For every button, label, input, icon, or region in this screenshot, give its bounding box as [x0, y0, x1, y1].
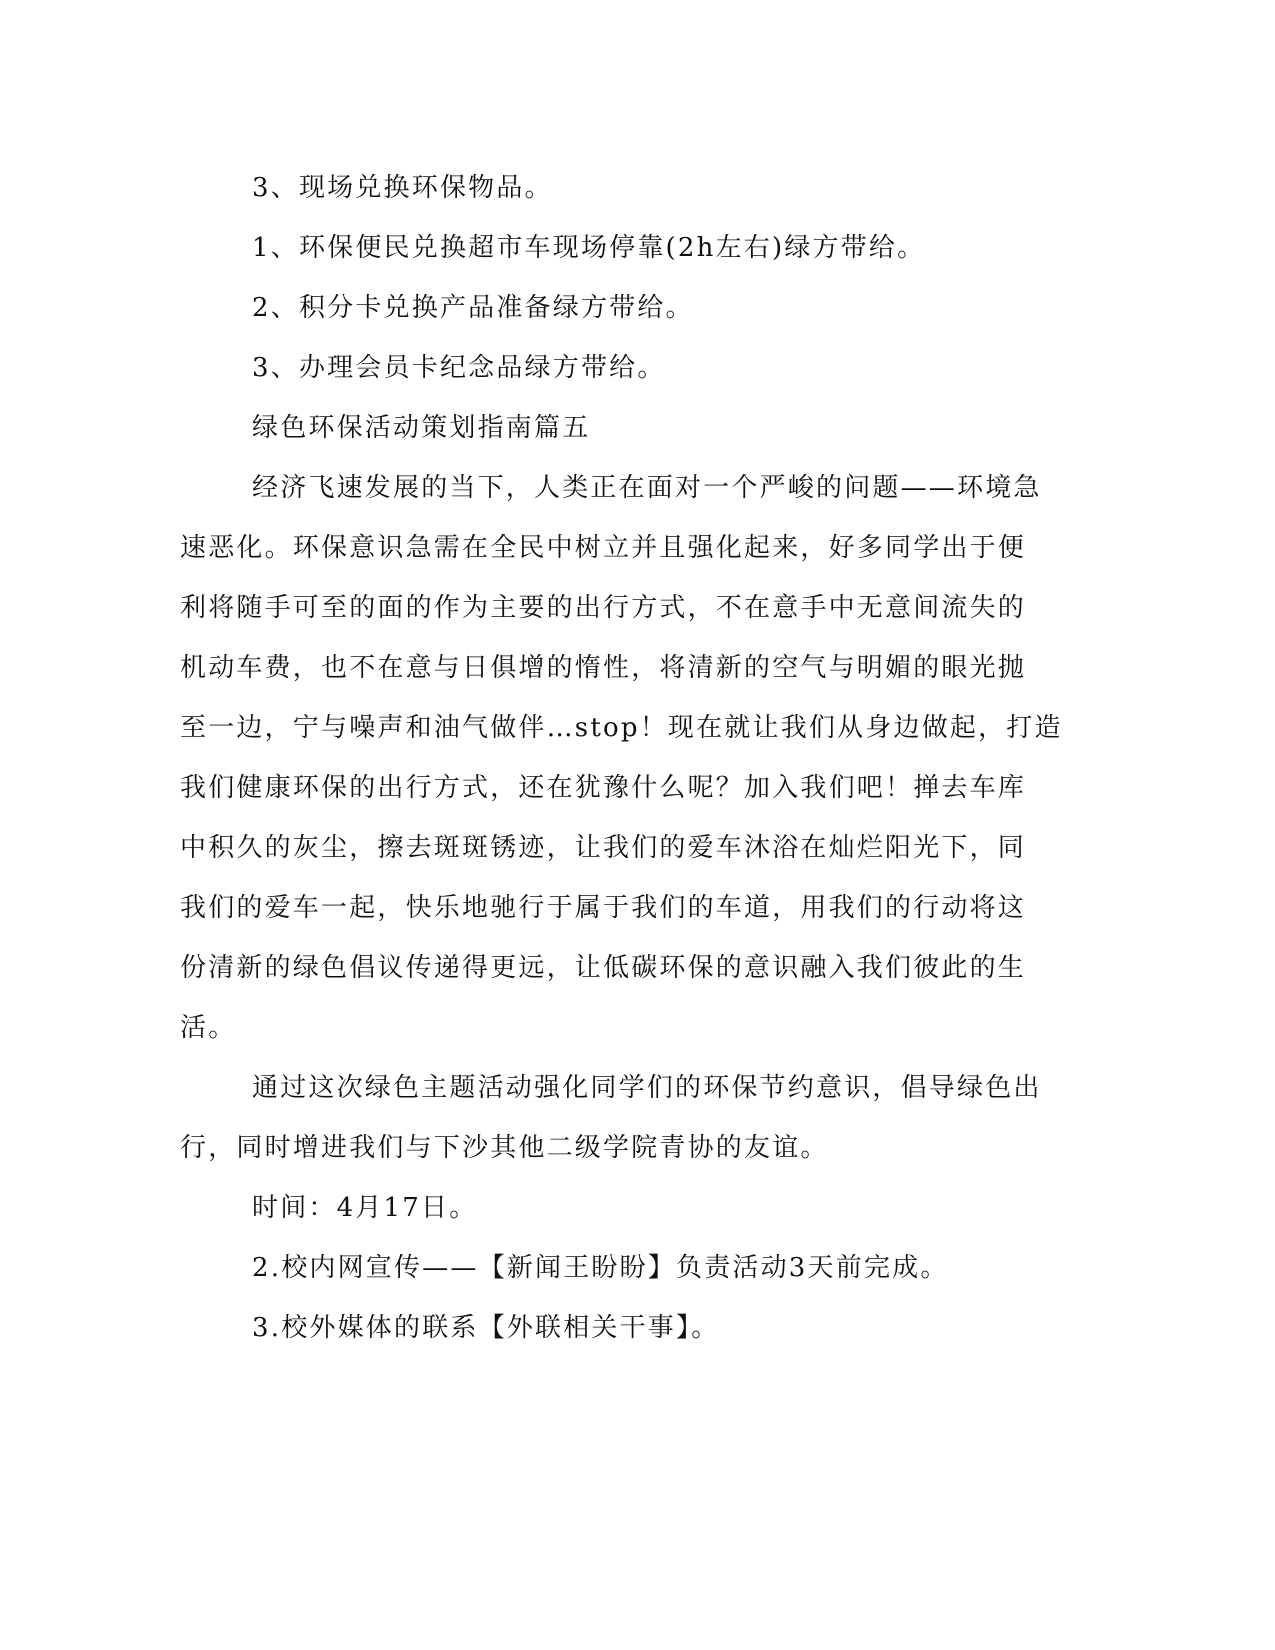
list-item-points-card: 2、积分卡兑换产品准备绿方带给。: [252, 293, 694, 323]
event-time: 时间：4月17日。: [252, 1193, 478, 1223]
list-item-campus-publicity: 2.校内网宣传——【新闻王盼盼】负责活动3天前完成。: [252, 1253, 949, 1283]
paragraph-purpose: [180, 1058, 1040, 1178]
paragraph-line: 经济飞速发展的当下，人类正在面对一个严峻的问题——环境急: [252, 473, 1042, 503]
paragraph-line: 至一边，宁与噪声和油气做伴…stop！现在就让我们从身边做起，打造: [180, 713, 1063, 743]
paragraph-background: [180, 458, 1063, 1058]
list-item-media-contact: 3.校外媒体的联系【外联相关干事】。: [252, 1313, 720, 1343]
paragraph-line: 利将随手可至的面的作为主要的出行方式，不在意手中无意间流失的: [180, 593, 1027, 623]
paragraph-line: 活。: [180, 1013, 237, 1043]
paragraph-line: 机动车费，也不在意与日俱增的惰性，将清新的空气与明媚的眼光抛: [180, 653, 1027, 683]
paragraph-line: 行，同时增进我们与下沙其他二级学院青协的友谊。: [180, 1133, 829, 1163]
paragraph-line: 通过这次绿色主题活动强化同学们的环保节约意识，倡导绿色出: [252, 1073, 1042, 1103]
section-heading: 绿色环保活动策划指南篇五: [252, 413, 591, 443]
paragraph-line: 中积久的灰尘，擦去斑斑锈迹，让我们的爱车沐浴在灿烂阳光下，同: [180, 833, 1027, 863]
list-item-membership-gift: 3、办理会员卡纪念品绿方带给。: [252, 353, 666, 383]
paragraph-line: 份清新的绿色倡议传递得更远，让低碳环保的意识融入我们彼此的生: [180, 953, 1027, 983]
list-item-supermarket-truck: 1、环保便民兑换超市车现场停靠(2h左右)绿方带给。: [252, 233, 926, 263]
list-item-exchange-goods: 3、现场兑换环保物品。: [252, 173, 553, 203]
paragraph-line: 速恶化。环保意识急需在全民中树立并且强化起来，好多同学出于便: [180, 533, 1027, 563]
paragraph-line: 我们健康环保的出行方式，还在犹豫什么呢？加入我们吧！掸去车库: [180, 773, 1027, 803]
document-body: [180, 158, 1063, 1358]
paragraph-line: 我们的爱车一起，快乐地驰行于属于我们的车道，用我们的行动将这: [180, 893, 1027, 923]
